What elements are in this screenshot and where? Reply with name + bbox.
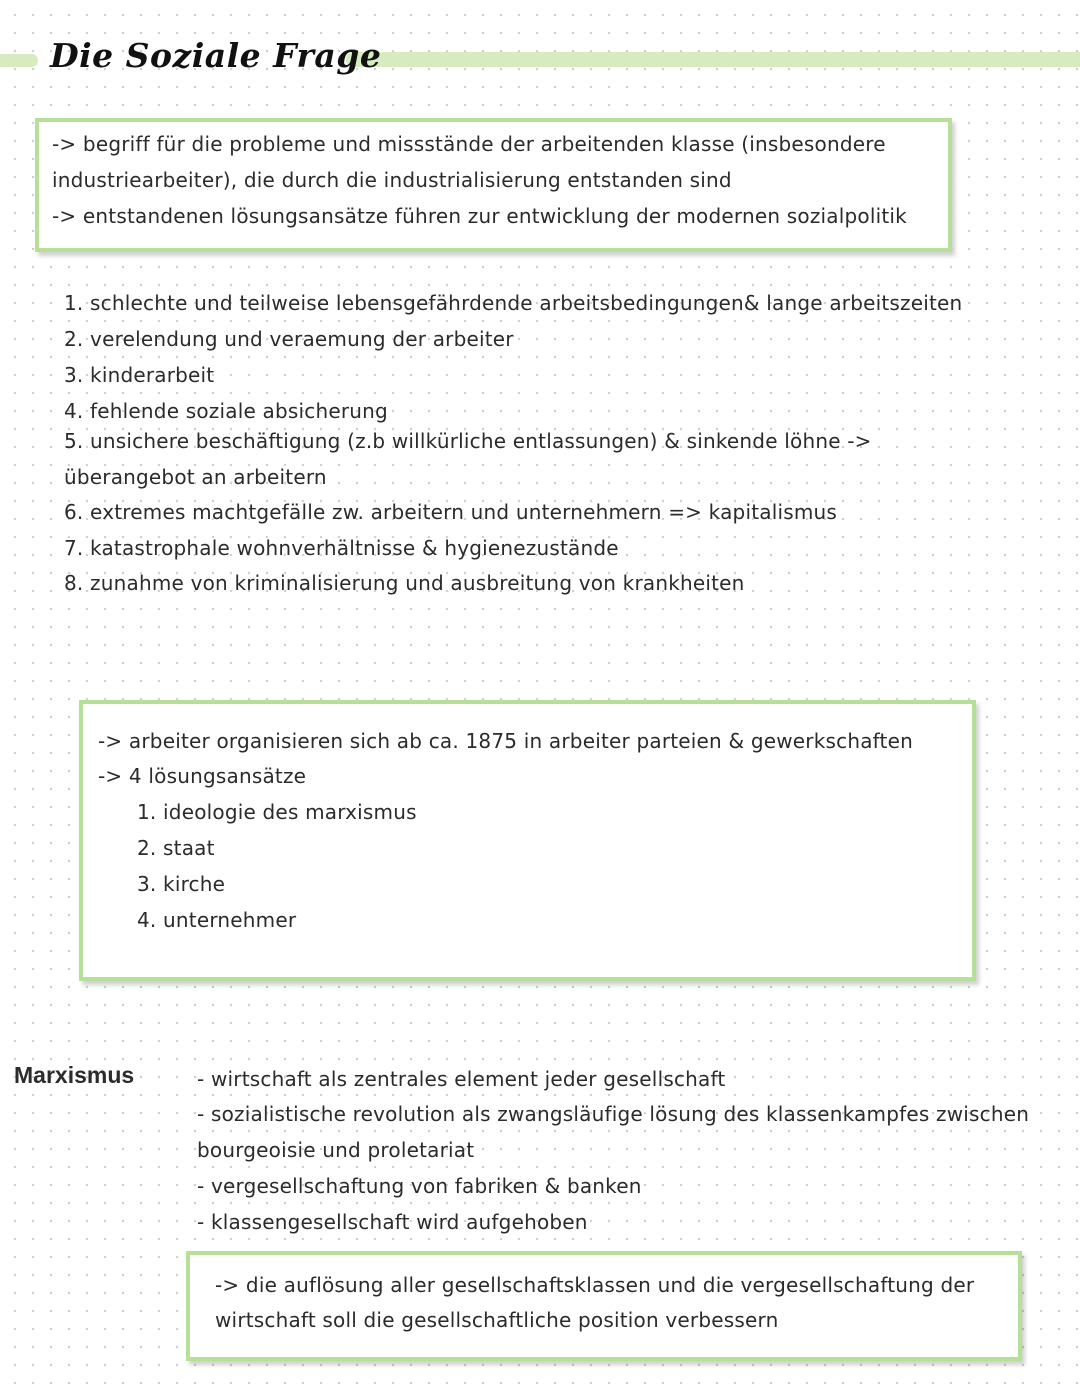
- marxismus-point: - sozialistische revolution als zwangsläufige lösung des klassenkampfes zwischen: [197, 1102, 1030, 1126]
- solutions-line: -> 4 lösungsansätze: [98, 764, 307, 788]
- list-item: 6. extremes machtgefälle zw. arbeitern und unternehmern => kapitalismus: [64, 500, 838, 524]
- approach-item: 1. ideologie des marxismus: [137, 800, 417, 824]
- marxismus-summary-box: [186, 1251, 1022, 1361]
- list-item: 4. fehlende soziale absicherung: [64, 399, 388, 423]
- list-item: 3. kinderarbeit: [64, 363, 215, 387]
- intro-line: -> begriff für die probleme und missstände der arbeitenden klasse (insbesondere: [52, 132, 886, 156]
- marxismus-point: bourgeoisie und proletariat: [197, 1138, 475, 1162]
- list-item: 7. katastrophale wohnverhältnisse & hygienezustände: [64, 536, 619, 560]
- approach-item: 3. kirche: [137, 872, 226, 896]
- approach-item: 2. staat: [137, 836, 215, 860]
- list-item: überangebot an arbeitern: [64, 465, 327, 489]
- list-item: 1. schlechte und teilweise lebensgefährdende arbeitsbedingungen& lange arbeitszeiten: [64, 291, 963, 315]
- list-item: 8. zunahme von kriminalisierung und ausbreitung von krankheiten: [64, 571, 745, 595]
- approach-item: 4. unternehmer: [137, 908, 297, 932]
- solutions-line: -> arbeiter organisieren sich ab ca. 1875 in arbeiter parteien & gewerkschaften: [98, 729, 913, 753]
- title-highlight-left: [0, 54, 38, 67]
- intro-line: -> entstandenen lösungsansätze führen zur entwicklung der modernen sozialpolitik: [52, 204, 907, 228]
- summary-line: -> die auflösung aller gesellschaftsklassen und die vergesellschaftung der: [215, 1273, 975, 1297]
- summary-line: wirtschaft soll die gesellschaftliche position verbessern: [215, 1308, 779, 1332]
- marxismus-point: - wirtschaft als zentrales element jeder gesellschaft: [197, 1067, 726, 1091]
- list-item: 2. verelendung und veraemung der arbeiter: [64, 327, 514, 351]
- list-item: 5. unsichere beschäftigung (z.b willkürliche entlassungen) & sinkende löhne ->: [64, 429, 872, 453]
- section-label-marxismus: Marxismus: [14, 1062, 135, 1088]
- page-title: Die Soziale Frage: [50, 36, 382, 75]
- intro-line: industriearbeiter), die durch die industrialisierung entstanden sind: [52, 168, 732, 192]
- title-highlight-right: [346, 52, 1080, 67]
- marxismus-point: - vergesellschaftung von fabriken & banken: [197, 1174, 642, 1198]
- marxismus-point: - klassengesellschaft wird aufgehoben: [197, 1210, 588, 1234]
